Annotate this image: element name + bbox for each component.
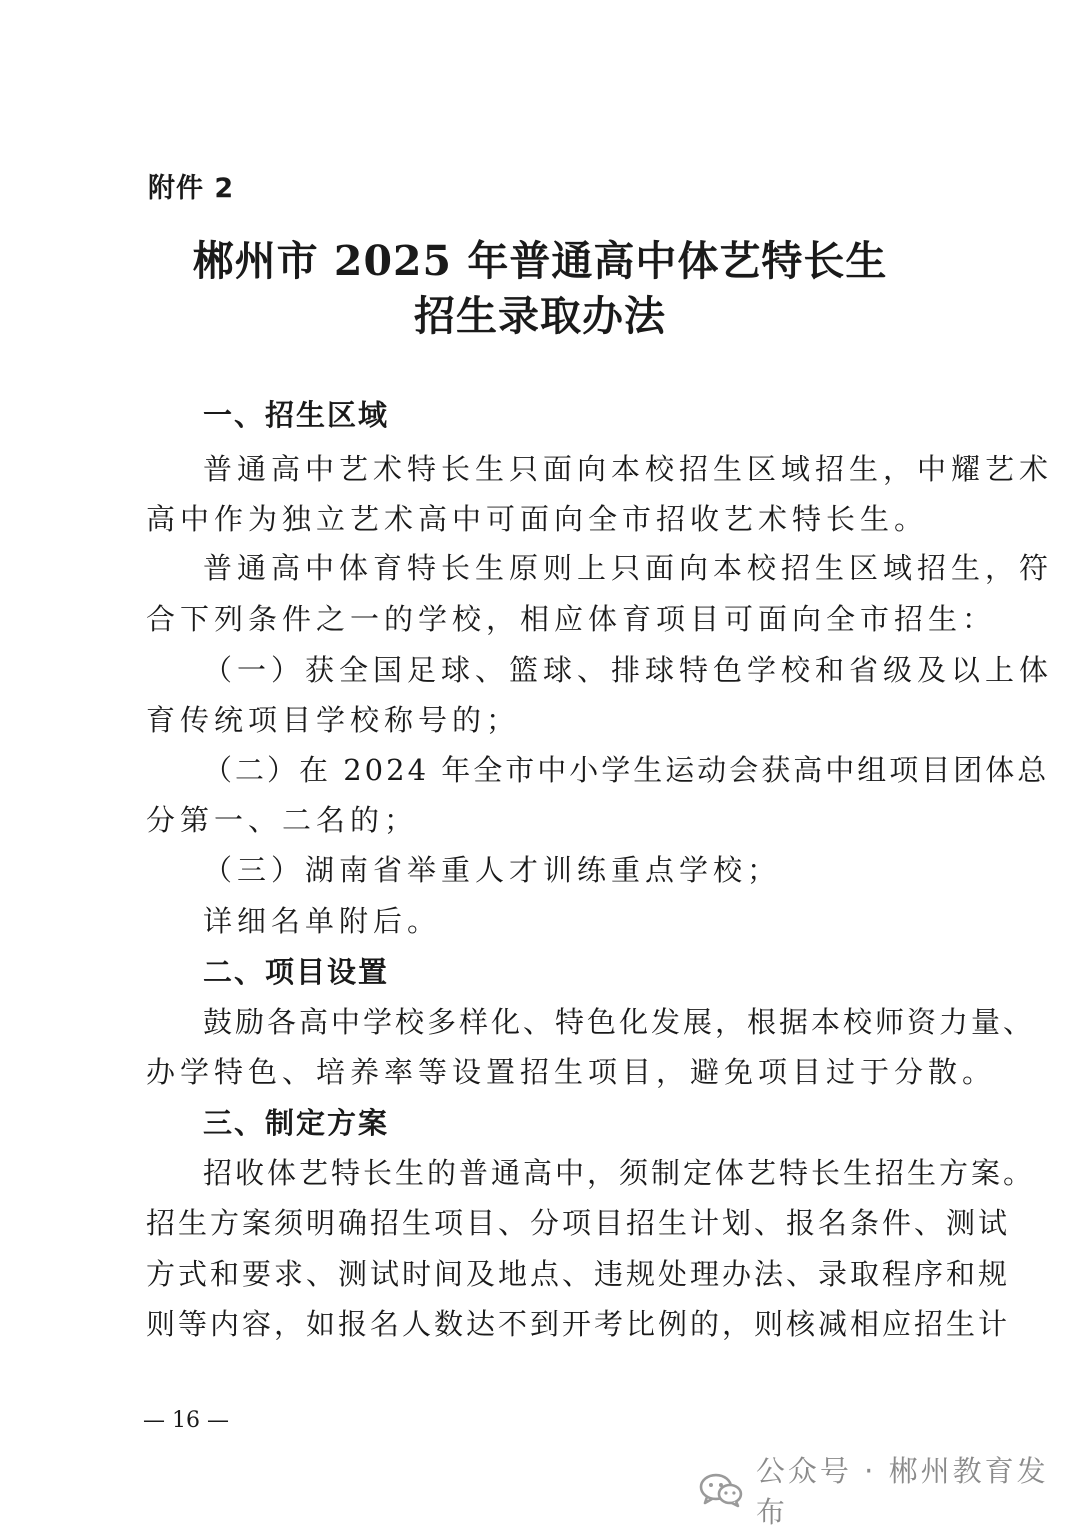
paragraph-line: 育传统项目学校称号的；: [146, 703, 521, 737]
document-title-line2: 招生录取办法: [414, 292, 666, 340]
watermark-text: 公众号 · 郴州教育发布: [755, 1454, 1049, 1529]
paragraph-line: 办学特色、培养率等设置招生项目，避免项目过于分散。: [146, 1055, 997, 1089]
wechat-watermark: [698, 1449, 1080, 1531]
paragraph-line: 高中作为独立艺术高中可面向全市招收艺术特长生。: [146, 502, 929, 536]
paragraph-line: 详细名单附后。: [203, 904, 442, 938]
paragraph-line: 鼓励各高中学校多样化、特色化发展，根据本校师资力量、: [203, 1005, 1036, 1039]
document-title-line1: 郴州市 2025 年普通高中体艺特长生: [192, 237, 888, 285]
page-number: — 16 —: [143, 1408, 229, 1433]
paragraph-line: （一）获全国足球、篮球、排球特色学校和省级及以上体: [203, 653, 1054, 687]
paragraph-line: 招收体艺特长生的普通高中，须制定体艺特长生招生方案。: [203, 1156, 1036, 1190]
section-heading-2: 二、项目设置: [203, 955, 390, 989]
paragraph-line: 招生方案须明确招生项目、分项目招生计划、报名条件、测试: [146, 1206, 1011, 1240]
paragraph-line: 合下列条件之一的学校，相应体育项目可面向全市招生：: [146, 602, 997, 636]
section-heading-1: 一、招生区域: [203, 398, 390, 432]
paragraph-line: （三）湖南省举重人才训练重点学校；: [203, 853, 782, 887]
paragraph-line: （二）在 2024 年全市中小学生运动会获高中组项目团体总: [203, 753, 1050, 787]
section-heading-3: 三、制定方案: [203, 1106, 390, 1140]
attachment-label: 附件 2: [148, 173, 235, 204]
paragraph-line: 普通高中艺术特长生只面向本校招生区域招生，中耀艺术: [203, 452, 1054, 486]
paragraph-line: 分第一、二名的；: [146, 803, 419, 837]
paragraph-line: 方式和要求、测试时间及地点、违规处理办法、录取程序和规: [146, 1257, 1011, 1291]
wechat-icon: [698, 1472, 744, 1508]
paragraph-line: 普通高中体育特长生原则上只面向本校招生区域招生，符: [203, 551, 1054, 585]
paragraph-line: 则等内容，如报名人数达不到开考比例的，则核减相应招生计: [146, 1307, 1011, 1341]
